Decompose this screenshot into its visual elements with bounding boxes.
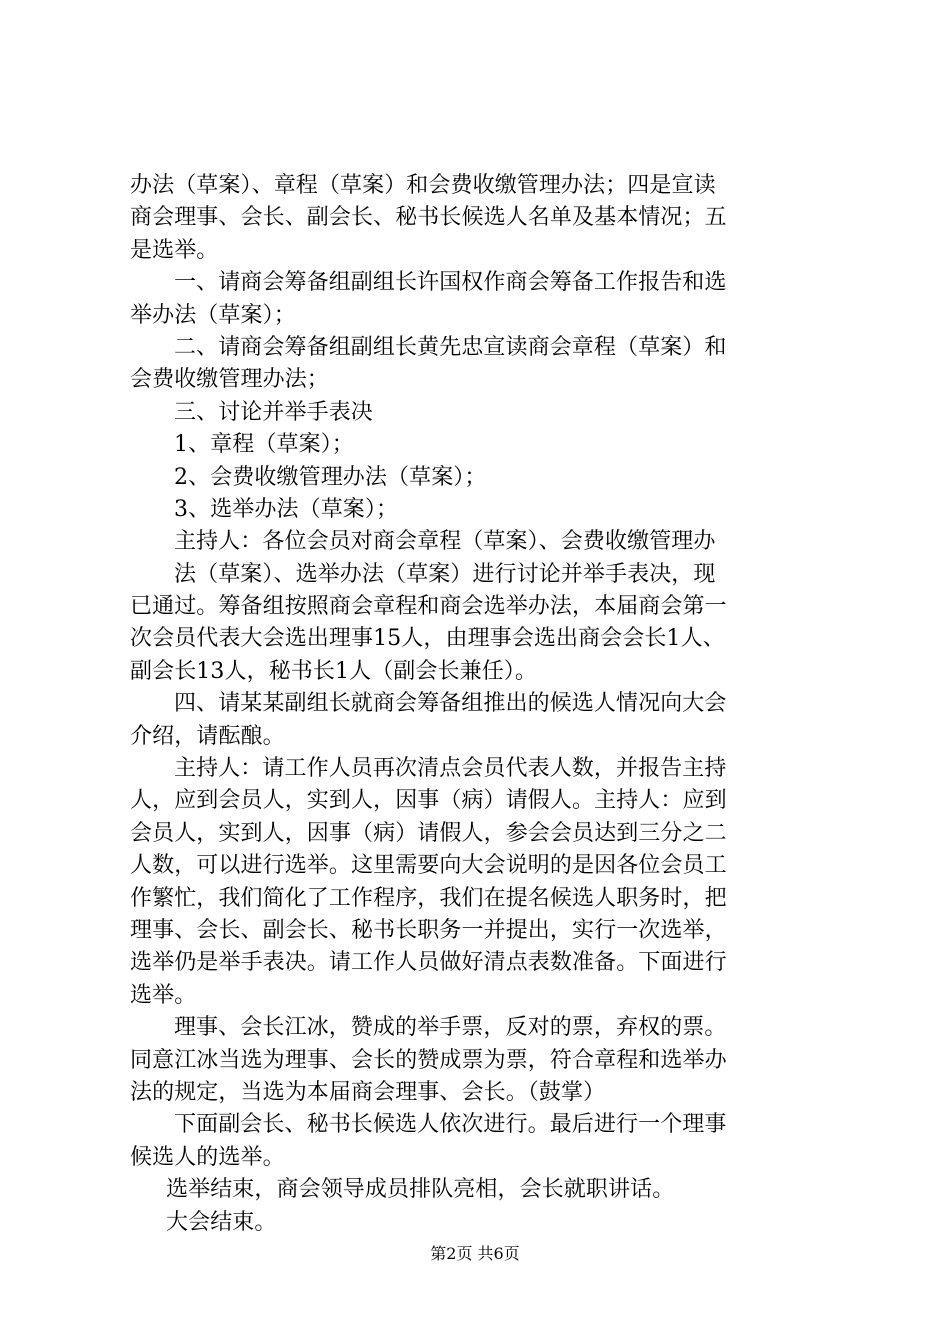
text-line: 选举结束，商会领导成员排队亮相，会长就职讲话。: [166, 1177, 675, 1203]
text-line: 办法（草案）、章程（草案）和会费收缴管理办法；四是宣读: [130, 173, 716, 198]
text-line: 3、选举办法（草案）；: [174, 496, 399, 522]
text-line: 商会理事、会长、副会长、秘书长候选人名单及基本情况；五: [130, 205, 727, 231]
text-line: 法的规定，当选为本届商会理事、会长。（鼓掌）: [130, 1079, 606, 1105]
text-line: 选举仍是举手表决。请工作人员做好清点表数准备。下面进行: [130, 950, 727, 976]
text-line: 四、请某某副组长就商会筹备组推出的候选人情况向大会: [174, 691, 727, 717]
text-line: 举办法（草案）；: [130, 302, 296, 328]
text-line: 人数，可以进行选举。这里需要向大会说明的是因各位会员工: [130, 853, 727, 879]
text-line: 次会员代表大会选出理事15人，由理事会选出商会会长1人、: [130, 626, 725, 652]
text-line: 是选举。: [130, 237, 219, 263]
text-line: 法（草案）、选举办法（草案）进行讨论并举手表决，现: [174, 561, 716, 587]
text-line: 大会结束。: [166, 1209, 277, 1235]
text-line: 已通过。筹备组按照商会章程和商会选举办法，本届商会第一: [130, 594, 727, 620]
text-line: 下面副会长、秘书长候选人依次进行。最后进行一个理事: [174, 1112, 727, 1138]
text-line: 主持人：请工作人员再次清点会员代表人数，并报告主持: [174, 756, 727, 782]
text-line: 选举。: [130, 982, 197, 1008]
text-line: 1、章程（草案）；: [174, 432, 354, 458]
text-line: 人，应到会员人，实到人，因事（病）请假人。主持人：应到: [130, 788, 727, 814]
text-line: 介绍，请酝酿。: [130, 723, 285, 749]
document-body: [130, 170, 830, 1239]
text-line: 理事、会长江冰，赞成的举手票，反对的票，弃权的票。: [174, 1015, 727, 1041]
text-line: 一、请商会筹备组副组长许国权作商会筹备工作报告和选: [174, 270, 727, 296]
text-line: 2、会费收缴管理办法（草案）；: [174, 464, 487, 490]
text-line: 主持人：各位会员对商会章程（草案）、会费收缴管理办: [174, 529, 716, 555]
text-line: 同意江冰当选为理事、会长的赞成票为票，符合章程和选举办: [130, 1047, 727, 1073]
text-line: 会费收缴管理办法；: [130, 367, 329, 393]
text-line: 理事、会长、副会长、秘书长职务一并提出，实行一次选举，: [130, 917, 727, 943]
text-line: 三、讨论并举手表决: [174, 399, 373, 425]
text-line: 候选人的选举。: [130, 1144, 285, 1170]
text-line: 会员人，实到人，因事（病）请假人，参会会员达到三分之二: [130, 820, 727, 846]
text-line: 作繁忙，我们简化了工作程序，我们在提名候选人职务时，把: [130, 885, 727, 911]
page-number: 第2页 共6页: [430, 1244, 520, 1263]
text-line: 二、请商会筹备组副组长黄先忠宣读商会章程（草案）和: [174, 334, 727, 360]
text-line: 副会长13人，秘书长1人（副会长兼任）。: [130, 658, 537, 684]
